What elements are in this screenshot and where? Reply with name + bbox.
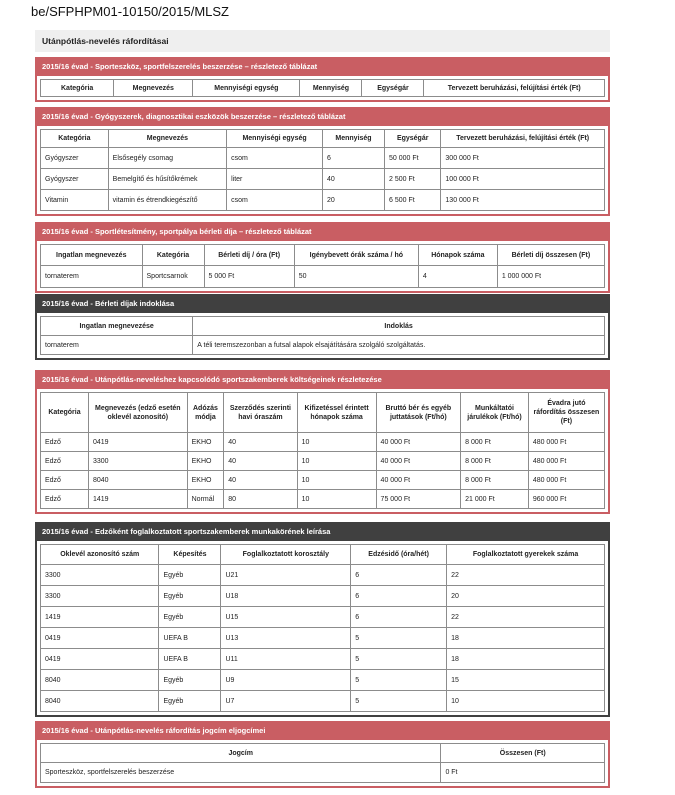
table-medicine: [35, 107, 610, 216]
cell: Normál: [187, 490, 224, 509]
cell: 6: [351, 607, 447, 628]
table-header: 2015/16 évad - Gyógyszerek, diagnosztikai eszközök beszerzése – részletező táblázat: [35, 107, 610, 126]
col-header: Bérleti díj összesen (Ft): [497, 245, 604, 266]
col-header: Évadra jutó ráfordítás összesen (Ft): [528, 393, 604, 433]
table-sport-equipment: [35, 57, 610, 102]
col-header: Kifizetéssel érintett hónapok száma: [297, 393, 376, 433]
cell: 5: [351, 628, 447, 649]
cell: 0419: [41, 628, 159, 649]
col-header: Egységár: [385, 130, 441, 148]
cell: 10: [447, 691, 605, 712]
cell: 40: [322, 169, 384, 190]
col-header: Bérleti díj / óra (Ft): [204, 245, 294, 266]
cell: 1419: [88, 490, 187, 509]
cell: Egyéb: [159, 586, 221, 607]
table-row: [41, 649, 605, 670]
col-header: Mennyiség: [322, 130, 384, 148]
table-header: 2015/16 évad - Bérleti díjak indoklása: [35, 294, 610, 313]
table-row: [41, 763, 605, 783]
table-coach-roles: [35, 522, 610, 717]
table-header: 2015/16 évad - Utánpótlás-nevelés ráfordítás jogcím eljogcímei: [35, 721, 610, 740]
col-header: Igénybevett órák száma / hó: [294, 245, 418, 266]
col-header: Oklevél azonosító szám: [41, 545, 159, 565]
cell: Vitamin: [41, 190, 109, 211]
table-staff-costs: [35, 370, 610, 514]
cell: 10: [297, 471, 376, 490]
table-row: [41, 586, 605, 607]
col-header: Adózás módja: [187, 393, 224, 433]
cell: 10: [297, 452, 376, 471]
cell: 300 000 Ft: [441, 148, 605, 169]
cell: A téli teremszezonban a futsal alapok elsajátítására szolgáló szolgáltatás.: [193, 336, 605, 355]
col-header: Megnevezés: [108, 130, 226, 148]
cell: EKHO: [187, 471, 224, 490]
table-header: 2015/16 évad - Utánpótlás-neveléshez kapcsolódó sportszakemberek költségeinek részletezése: [35, 370, 610, 389]
cell: 3300: [41, 586, 159, 607]
col-header: Mennyiség: [300, 80, 362, 97]
col-header: Szerződés szerinti havi óraszám: [224, 393, 297, 433]
cell: 80: [224, 490, 297, 509]
col-header: Indoklás: [193, 317, 605, 336]
cell: 6 500 Ft: [385, 190, 441, 211]
cell: 3300: [88, 452, 187, 471]
cell: 6: [351, 565, 447, 586]
cell: Egyéb: [159, 691, 221, 712]
cell: 0419: [88, 433, 187, 452]
cell: Egyéb: [159, 607, 221, 628]
col-header: Kategória: [142, 245, 204, 266]
table-header: 2015/16 évad - Sportlétesítmény, sportpálya bérleti díja – részletező táblázat: [35, 222, 610, 241]
table-header: 2015/16 évad - Edzőként foglalkoztatott sportszakemberek munkakörének leírása: [35, 522, 610, 541]
cell: 0419: [41, 649, 159, 670]
table-row: [41, 148, 605, 169]
cell: 75 000 Ft: [376, 490, 461, 509]
col-header: Képesítés: [159, 545, 221, 565]
cell: 480 000 Ft: [528, 433, 604, 452]
col-header: Ingatlan megnevezése: [41, 317, 193, 336]
table-cost-categories: [35, 721, 610, 788]
cell: 18: [447, 649, 605, 670]
cell: 22: [447, 565, 605, 586]
col-header: Hónapok száma: [418, 245, 497, 266]
cell: 6: [351, 586, 447, 607]
cell: U11: [221, 649, 351, 670]
cell: 960 000 Ft: [528, 490, 604, 509]
cell: 21 000 Ft: [461, 490, 529, 509]
cell: Egyéb: [159, 670, 221, 691]
cell: 15: [447, 670, 605, 691]
cell: 5: [351, 670, 447, 691]
cell: Gyógyszer: [41, 148, 109, 169]
cell: U13: [221, 628, 351, 649]
cell: EKHO: [187, 452, 224, 471]
col-header: Megnevezés (edző esetén oklevél azonosító): [88, 393, 187, 433]
col-header: Kategória: [41, 80, 114, 97]
table-row: [41, 691, 605, 712]
section-title: Utánpótlás-nevelés ráfordításai: [35, 30, 610, 52]
col-header: Megnevezés: [114, 80, 193, 97]
cell: tornaterem: [41, 336, 193, 355]
table-rental-justification: [35, 294, 610, 360]
cell: 130 000 Ft: [441, 190, 605, 211]
cell: U7: [221, 691, 351, 712]
cell: 0 Ft: [441, 763, 605, 783]
col-header: Munkáltatói járulékok (Ft/hó): [461, 393, 529, 433]
table-header: 2015/16 évad - Sporteszköz, sportfelszerelés beszerzése – részletező táblázat: [35, 57, 610, 76]
cell: 50 000 Ft: [385, 148, 441, 169]
col-header: Tervezett beruházási, felújítási érték (Ft): [441, 130, 605, 148]
table-facility-rental: [35, 222, 610, 293]
cell: Edző: [41, 433, 89, 452]
document-id: be/SFPHPM01-10150/2015/MLSZ: [31, 4, 229, 19]
cell: 8 000 Ft: [461, 433, 529, 452]
col-header: Kategória: [41, 393, 89, 433]
cell: 2 500 Ft: [385, 169, 441, 190]
cell: 20: [447, 586, 605, 607]
table-row: [41, 336, 605, 355]
cell: 8040: [41, 691, 159, 712]
cell: U9: [221, 670, 351, 691]
cell: U21: [221, 565, 351, 586]
cell: U15: [221, 607, 351, 628]
col-header: Tervezett beruházási, felújítási érték (Ft): [424, 80, 605, 97]
cell: 5: [351, 649, 447, 670]
table-row: [41, 607, 605, 628]
table-row: [41, 628, 605, 649]
cell: 18: [447, 628, 605, 649]
cell: 1 000 000 Ft: [497, 266, 604, 288]
cell: 40: [224, 452, 297, 471]
cell: 5 000 Ft: [204, 266, 294, 288]
cell: 40 000 Ft: [376, 471, 461, 490]
cell: 40 000 Ft: [376, 433, 461, 452]
cell: 8 000 Ft: [461, 471, 529, 490]
table-row: [41, 169, 605, 190]
cell: Elsősegély csomag: [108, 148, 226, 169]
col-header: Foglalkoztatott gyerekek száma: [447, 545, 605, 565]
cell: 480 000 Ft: [528, 471, 604, 490]
col-header: Kategória: [41, 130, 109, 148]
cell: vitamin és étrendkiegészítő: [108, 190, 226, 211]
cell: 4: [418, 266, 497, 288]
cell: Sportcsarnok: [142, 266, 204, 288]
cell: csom: [227, 190, 323, 211]
cell: 22: [447, 607, 605, 628]
cell: 480 000 Ft: [528, 452, 604, 471]
cell: csom: [227, 148, 323, 169]
cell: Sporteszköz, sportfelszerelés beszerzése: [41, 763, 441, 783]
table-row: [41, 190, 605, 211]
cell: 8 000 Ft: [461, 452, 529, 471]
col-header: Mennyiségi egység: [193, 80, 300, 97]
cell: 1419: [41, 607, 159, 628]
table-row: [41, 452, 605, 471]
cell: Gyógyszer: [41, 169, 109, 190]
table-row: [41, 471, 605, 490]
cell: Edző: [41, 471, 89, 490]
table-row: [41, 266, 605, 288]
col-header: Ingatlan megnevezés: [41, 245, 143, 266]
col-header: Mennyiségi egység: [227, 130, 323, 148]
cell: 40 000 Ft: [376, 452, 461, 471]
cell: 6: [322, 148, 384, 169]
table-row: [41, 490, 605, 509]
cell: 10: [297, 433, 376, 452]
cell: Edző: [41, 490, 89, 509]
col-header: Egységár: [362, 80, 424, 97]
cell: 10: [297, 490, 376, 509]
cell: UEFA B: [159, 649, 221, 670]
cell: 50: [294, 266, 418, 288]
table-row: [41, 565, 605, 586]
cell: tornaterem: [41, 266, 143, 288]
col-header: Bruttó bér és egyéb juttatások (Ft/hó): [376, 393, 461, 433]
col-header: Edzésidő (óra/hét): [351, 545, 447, 565]
cell: 20: [322, 190, 384, 211]
cell: UEFA B: [159, 628, 221, 649]
cell: U18: [221, 586, 351, 607]
table-row: [41, 433, 605, 452]
table-row: [41, 670, 605, 691]
cell: Bemelgítő és hűsítőkrémek: [108, 169, 226, 190]
cell: 8040: [41, 670, 159, 691]
col-header: Összesen (Ft): [441, 744, 605, 763]
col-header: Jogcím: [41, 744, 441, 763]
cell: EKHO: [187, 433, 224, 452]
cell: 5: [351, 691, 447, 712]
cell: Edző: [41, 452, 89, 471]
cell: Egyéb: [159, 565, 221, 586]
cell: 40: [224, 433, 297, 452]
col-header: Foglalkoztatott korosztály: [221, 545, 351, 565]
cell: 100 000 Ft: [441, 169, 605, 190]
cell: liter: [227, 169, 323, 190]
cell: 40: [224, 471, 297, 490]
cell: 3300: [41, 565, 159, 586]
cell: 8040: [88, 471, 187, 490]
